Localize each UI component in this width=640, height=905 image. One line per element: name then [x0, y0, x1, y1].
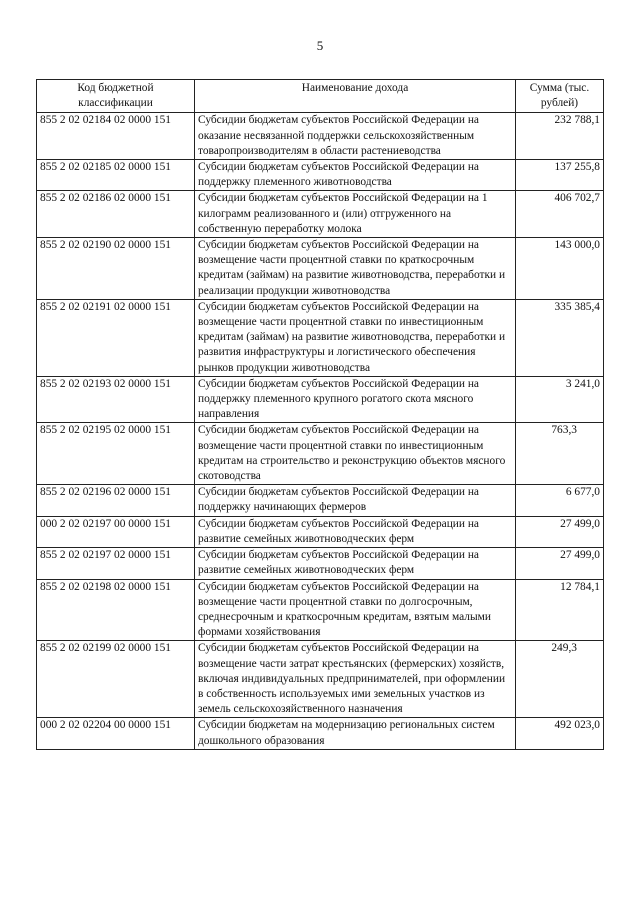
row-sum: 763,3: [516, 423, 604, 485]
table-row: [37, 718, 604, 749]
page-number: 5: [316, 38, 324, 53]
row-name: Субсидии бюджетам субъектов Российской Федерации на оказание несвязанной поддержки сельскохозяйственным товаропроизводителям в области растениеводства: [195, 113, 516, 160]
row-sum: 143 000,0: [516, 238, 604, 300]
row-code: 855 2 02 02198 02 0000 151: [37, 579, 195, 641]
row-code: 855 2 02 02196 02 0000 151: [37, 485, 195, 516]
row-sum: 406 702,7: [516, 191, 604, 238]
row-code: 855 2 02 02186 02 0000 151: [37, 191, 195, 238]
row-sum: 249,3: [516, 641, 604, 718]
table-row: [37, 485, 604, 516]
row-code: 855 2 02 02195 02 0000 151: [37, 423, 195, 485]
row-code: 855 2 02 02197 02 0000 151: [37, 548, 195, 579]
row-name: Субсидии бюджетам субъектов Российской Федерации на поддержку начинающих фермеров: [195, 485, 516, 516]
row-sum: 12 784,1: [516, 579, 604, 641]
row-name: Субсидии бюджетам субъектов Российской Федерации на развитие семейных животноводческих ферм: [195, 516, 516, 547]
row-name: Субсидии бюджетам субъектов Российской Федерации на возмещение части затрат крестьянских (фермерских) хозяйств, включая индивидуальных предпринимателей, при оформлении в собственность используемых ими земельных участков из земель сельскохозяйственного назначения: [195, 641, 516, 718]
revenue-table: [36, 79, 604, 750]
header-sum: Сумма (тыс. рублей): [516, 80, 604, 113]
row-name: Субсидии бюджетам субъектов Российской Федерации на поддержку племенного животноводства: [195, 160, 516, 191]
table-row: [37, 516, 604, 547]
row-code: 855 2 02 02184 02 0000 151: [37, 113, 195, 160]
row-sum: 27 499,0: [516, 548, 604, 579]
table-row: [37, 299, 604, 376]
row-code: 000 2 02 02197 00 0000 151: [37, 516, 195, 547]
table-row: [37, 238, 604, 300]
table-row: [37, 376, 604, 423]
row-code: 855 2 02 02199 02 0000 151: [37, 641, 195, 718]
row-sum: 232 788,1: [516, 113, 604, 160]
row-code: 855 2 02 02191 02 0000 151: [37, 299, 195, 376]
table-row: [37, 641, 604, 718]
row-sum: 137 255,8: [516, 160, 604, 191]
row-code: 855 2 02 02190 02 0000 151: [37, 238, 195, 300]
row-name: Субсидии бюджетам субъектов Российской Федерации на возмещение части процентной ставки по краткосрочным кредитам (займам) на развитие животноводства, переработки и реализации продукции животноводства: [195, 238, 516, 300]
row-sum: 3 241,0: [516, 376, 604, 423]
table-row: [37, 160, 604, 191]
row-code: 855 2 02 02185 02 0000 151: [37, 160, 195, 191]
row-sum: 492 023,0: [516, 718, 604, 749]
row-sum: 6 677,0: [516, 485, 604, 516]
row-name: Субсидии бюджетам субъектов Российской Федерации на возмещение части процентной ставки по долгосрочным, среднесрочным и краткосрочным кредитам, взятым малыми формами хозяйствования: [195, 579, 516, 641]
row-name: Субсидии бюджетам субъектов Российской Федерации на поддержку племенного крупного рогатого скота мясного направления: [195, 376, 516, 423]
table-row: [37, 423, 604, 485]
row-code: 000 2 02 02204 00 0000 151: [37, 718, 195, 749]
row-name: Субсидии бюджетам субъектов Российской Федерации на возмещение части процентной ставки по инвестиционным кредитам (займам) на развитие животноводства, переработки и развития инфраструктуры и логистического обеспечения рынков продукции животноводства: [195, 299, 516, 376]
table-row: [37, 579, 604, 641]
row-sum: 27 499,0: [516, 516, 604, 547]
table-row: [37, 548, 604, 579]
table-row: [37, 191, 604, 238]
row-code: 855 2 02 02193 02 0000 151: [37, 376, 195, 423]
row-sum: 335 385,4: [516, 299, 604, 376]
header-name: Наименование дохода: [195, 80, 516, 113]
row-name: Субсидии бюджетам субъектов Российской Федерации на 1 килограмм реализованного и (или) отгруженного на собственную переработку молока: [195, 191, 516, 238]
table-row: [37, 113, 604, 160]
table-header-row: [37, 80, 604, 113]
row-name: Субсидии бюджетам субъектов Российской Федерации на возмещение части процентной ставки по инвестиционным кредитам на строительство и реконструкцию объектов мясного скотоводства: [195, 423, 516, 485]
row-name: Субсидии бюджетам на модернизацию региональных систем дошкольного образования: [195, 718, 516, 749]
header-code: Код бюджетной классификации: [37, 80, 195, 113]
row-name: Субсидии бюджетам субъектов Российской Федерации на развитие семейных животноводческих ферм: [195, 548, 516, 579]
